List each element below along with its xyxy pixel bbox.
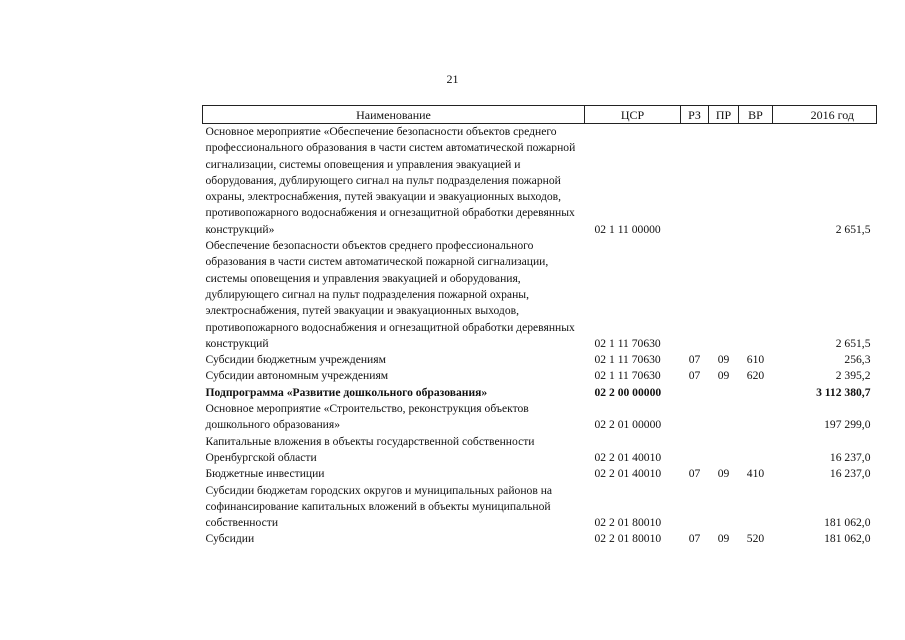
row-rz: [681, 385, 709, 401]
row-name: Подпрограмма «Развитие дошкольного образования»: [205, 385, 488, 399]
row-name: Обеспечение безопасности объектов среднего профессионального образования в части систем автоматической пожарной сигнализации, системы оповещения и управления эвакуацией и оборудования, дублирующего сигнал на пульт подразделения пожарной охраны, электроснабжения, путей эвакуации и эвакуационных выходов, противопожарного водоснабжения и огнезащитной обработки деревянных конструкций: [205, 239, 575, 350]
row-csr: 02 2 01 00000: [594, 418, 662, 432]
header-csr: ЦСР: [585, 106, 681, 124]
row-pr: [709, 434, 739, 467]
row-pr: 09: [717, 353, 730, 367]
table-row: [203, 124, 877, 239]
row-rz: [681, 238, 709, 352]
row-name: Основное мероприятие «Обеспечение безопасности объектов среднего профессионального образования в части систем автоматической пожарной сигнализации, системы оповещения и управления эвакуацией и оборудования, дублирующего сигнал на пульт подразделения пожарной охраны, электроснабжения, путей эвакуации и эвакуационных выходов, противопожарного водоснабжения и огнезащитной обработки деревянных конструкций»: [205, 125, 576, 236]
row-pr: 09: [717, 532, 730, 546]
table-row: [203, 385, 877, 401]
row-amount: 2 651,5: [835, 222, 871, 236]
row-pr: 09: [717, 467, 730, 481]
row-pr: [709, 124, 739, 239]
table-row: [203, 434, 877, 467]
row-csr: 02 2 01 40010: [594, 467, 662, 481]
row-csr: 02 1 11 70630: [594, 336, 661, 350]
row-vr: [739, 238, 773, 352]
table-body: [203, 124, 877, 548]
row-rz: 07: [688, 467, 701, 481]
row-name: Капитальные вложения в объекты государственной собственности Оренбургской области: [205, 434, 535, 464]
table-row: [203, 368, 877, 384]
header-rz: РЗ: [681, 106, 709, 124]
row-pr: [709, 238, 739, 352]
row-vr: [739, 124, 773, 239]
row-pr: [709, 401, 739, 434]
row-name: Основное мероприятие «Строительство, реконструкция объектов дошкольного образования»: [205, 402, 529, 432]
row-vr: 520: [746, 532, 765, 546]
table-row: [203, 466, 877, 482]
table-row: [203, 352, 877, 368]
row-name: Субсидии бюджетам городских округов и муниципальных районов на софинансирование капитальных вложений в объекты муниципальной собственности: [205, 483, 553, 530]
row-amount: 181 062,0: [824, 516, 871, 530]
row-rz: 07: [688, 532, 701, 546]
row-rz: 07: [688, 369, 701, 383]
row-rz: [681, 401, 709, 434]
table-row: [203, 483, 877, 532]
header-amount: 2016 год: [773, 106, 877, 124]
header-name: Наименование: [203, 106, 585, 124]
table-row: [203, 401, 877, 434]
row-amount: 2 651,5: [835, 336, 871, 350]
row-csr: 02 1 11 70630: [594, 353, 661, 367]
row-rz: 07: [688, 353, 701, 367]
row-csr: 02 2 01 80010: [594, 516, 662, 530]
row-amount: 197 299,0: [824, 418, 871, 432]
row-name: Субсидии автономным учреждениям: [205, 369, 389, 383]
table-row: [203, 238, 877, 352]
row-vr: [739, 483, 773, 532]
row-rz: [681, 124, 709, 239]
row-rz: [681, 483, 709, 532]
header-vr: ВР: [739, 106, 773, 124]
row-amount: 3 112 380,7: [816, 385, 871, 399]
row-amount: 181 062,0: [824, 532, 871, 546]
row-name: Субсидии бюджетным учреждениям: [205, 353, 386, 367]
row-amount: 16 237,0: [829, 450, 871, 464]
table-row: [203, 531, 877, 547]
page-number: 21: [446, 72, 459, 86]
row-csr: 02 2 01 40010: [594, 450, 662, 464]
header-pr: ПР: [709, 106, 739, 124]
row-amount: 2 395,2: [835, 369, 871, 383]
budget-table: [202, 105, 877, 548]
row-name: Субсидии: [205, 532, 255, 546]
row-vr: 410: [746, 467, 765, 481]
row-name: Бюджетные инвестиции: [205, 467, 325, 481]
row-amount: 16 237,0: [829, 467, 871, 481]
row-csr: 02 2 00 00000: [594, 385, 662, 399]
row-csr: 02 1 11 00000: [594, 222, 661, 236]
row-vr: 610: [746, 353, 765, 367]
row-pr: [709, 483, 739, 532]
row-vr: [739, 401, 773, 434]
row-pr: [709, 385, 739, 401]
row-pr: 09: [717, 369, 730, 383]
row-amount: 256,3: [844, 353, 871, 367]
row-vr: [739, 385, 773, 401]
row-rz: [681, 434, 709, 467]
row-csr: 02 1 11 70630: [594, 369, 661, 383]
row-vr: [739, 434, 773, 467]
header-row: [203, 106, 877, 124]
row-vr: 620: [746, 369, 765, 383]
row-csr: 02 2 01 80010: [594, 532, 662, 546]
